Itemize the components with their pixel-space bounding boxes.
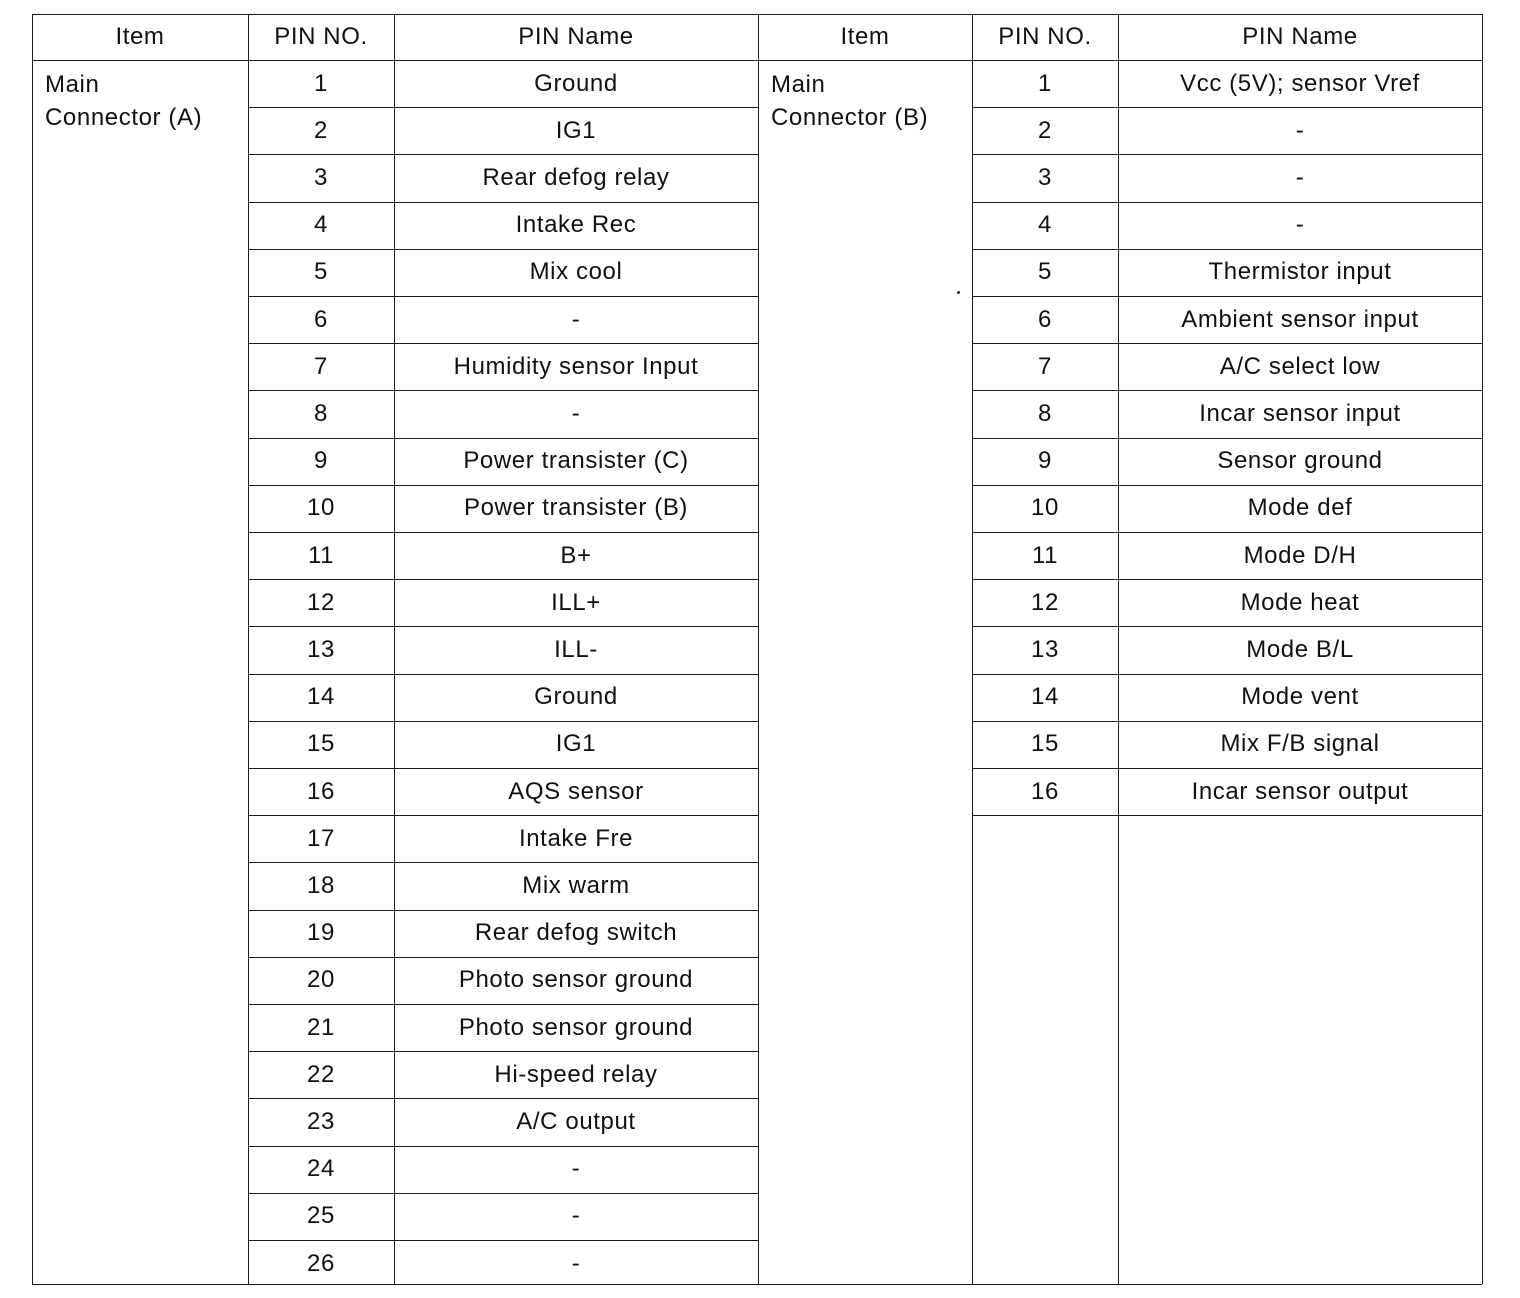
row-line-a-16 <box>248 815 758 816</box>
connector-a-pin-name-12: ILL+ <box>551 588 601 616</box>
connector-a-pin-name-19: Rear defog switch <box>474 919 678 947</box>
row-line-a-10 <box>248 532 758 533</box>
row-line-a-20 <box>248 1004 758 1005</box>
table-bottom-border <box>32 1284 1482 1285</box>
row-line-b-6 <box>972 343 1482 344</box>
connector-a-pin-name-20: Photo sensor ground <box>458 966 694 994</box>
connector-a-pin-no-10: 10 <box>307 494 335 522</box>
item-label-b <box>771 68 928 134</box>
divider-b-item-no <box>972 14 973 1284</box>
row-line-a-11 <box>248 579 758 580</box>
connector-a-pin-no-14: 14 <box>307 683 335 711</box>
connector-a-pin-name-9: Power transister (C) <box>463 447 689 475</box>
connector-a-pin-name-3: Rear defog relay <box>482 163 670 191</box>
row-line-a-12 <box>248 626 758 627</box>
connector-b-pin-no-1: 1 <box>1038 69 1052 97</box>
connector-a-pin-name-4: Intake Rec <box>515 211 637 239</box>
row-line-a-6 <box>248 343 758 344</box>
connector-b-pin-name-4: - <box>1295 211 1305 239</box>
connector-b-pin-no-3: 3 <box>1038 163 1052 191</box>
connector-b-pin-name-8: Incar sensor input <box>1199 399 1401 427</box>
connector-a-pin-no-11: 11 <box>307 541 335 569</box>
connector-b-pin-name-11: Mode D/H <box>1243 541 1357 569</box>
row-line-b-11 <box>972 579 1482 580</box>
row-line-b-7 <box>972 390 1482 391</box>
connector-a-pin-name-8: - <box>571 399 581 427</box>
header-item-a: Item <box>115 23 165 50</box>
row-line-a-23 <box>248 1146 758 1147</box>
connector-a-pin-name-5: Mix cool <box>529 258 623 286</box>
connector-a-pin-no-24: 24 <box>307 1155 335 1183</box>
connector-a-pin-name-11: B+ <box>560 541 592 569</box>
connector-a-pin-name-1: Ground <box>534 69 618 97</box>
divider-middle <box>758 14 759 1284</box>
connector-a-pin-no-17: 17 <box>307 824 335 852</box>
connector-b-pin-name-6: Ambient sensor input <box>1181 305 1419 333</box>
connector-a-pin-name-26: - <box>571 1249 581 1277</box>
divider-b-no-name <box>1118 14 1119 1284</box>
connector-a-pin-no-23: 23 <box>307 1107 335 1135</box>
connector-a-pin-no-6: 6 <box>314 305 328 333</box>
connector-b-pin-no-10: 10 <box>1031 494 1059 522</box>
connector-b-pin-no-11: 11 <box>1031 541 1059 569</box>
header-item-b: Item <box>840 23 890 50</box>
connector-a-pin-no-25: 25 <box>307 1202 335 1230</box>
item-label-a <box>45 68 202 134</box>
divider-a-item-no <box>248 14 249 1284</box>
connector-b-pin-name-3: - <box>1295 163 1305 191</box>
header-pin-name-a: PIN Name <box>518 23 634 50</box>
connector-a-pin-name-24: - <box>571 1155 581 1183</box>
row-line-a-24 <box>248 1193 758 1194</box>
row-line-b-2 <box>972 154 1482 155</box>
row-line-a-7 <box>248 390 758 391</box>
row-line-a-17 <box>248 862 758 863</box>
row-line-a-4 <box>248 249 758 250</box>
connector-b-pin-no-14: 14 <box>1031 683 1059 711</box>
connector-a-pin-no-21: 21 <box>307 1013 335 1041</box>
connector-b-pin-name-13: Mode B/L <box>1246 635 1354 663</box>
row-line-a-19 <box>248 957 758 958</box>
header-pin-no-b: PIN NO. <box>998 23 1092 50</box>
connector-a-pin-name-18: Mix warm <box>522 871 630 899</box>
connector-a-pin-name-6: - <box>571 305 581 333</box>
row-line-a-15 <box>248 768 758 769</box>
connector-b-pin-no-9: 9 <box>1038 447 1052 475</box>
connector-a-pin-name-7: Humidity sensor Input <box>453 352 699 380</box>
row-line-b-4 <box>972 249 1482 250</box>
item-label-b-line2: Connector (B) <box>771 104 929 131</box>
connector-a-pin-no-15: 15 <box>307 730 335 758</box>
connector-a-pin-name-22: Hi-speed relay <box>494 1060 658 1088</box>
row-line-a-13 <box>248 674 758 675</box>
item-label-a-line1: Main <box>45 71 100 98</box>
connector-b-pin-no-6: 6 <box>1038 305 1052 333</box>
connector-a-pin-name-17: Intake Fre <box>518 824 634 852</box>
connector-a-pin-name-16: AQS sensor <box>508 777 644 805</box>
row-line-a-8 <box>248 438 758 439</box>
row-line-b-16 <box>972 815 1482 816</box>
connector-a-pin-no-12: 12 <box>307 588 335 616</box>
row-line-a-1 <box>248 107 758 108</box>
connector-b-pin-no-8: 8 <box>1038 399 1052 427</box>
connector-b-pin-no-7: 7 <box>1038 352 1052 380</box>
connector-b-pin-no-12: 12 <box>1031 588 1059 616</box>
connector-a-pin-no-3: 3 <box>314 163 328 191</box>
connector-b-pin-no-16: 16 <box>1031 777 1059 805</box>
connector-a-pin-name-10: Power transister (B) <box>463 494 689 522</box>
connector-a-pin-no-1: 1 <box>314 69 328 97</box>
item-label-b-line1: Main <box>771 71 826 98</box>
row-line-b-8 <box>972 438 1482 439</box>
connector-b-pin-name-1: Vcc (5V); sensor Vref <box>1180 69 1420 97</box>
row-line-b-12 <box>972 626 1482 627</box>
row-line-a-5 <box>248 296 758 297</box>
connector-b-pin-no-2: 2 <box>1038 116 1052 144</box>
item-label-a-line2: Connector (A) <box>45 104 203 131</box>
connector-a-pin-name-25: - <box>571 1202 581 1230</box>
connector-a-pin-no-7: 7 <box>314 352 328 380</box>
connector-b-pin-name-5: Thermistor input <box>1208 258 1392 286</box>
header-pin-name-b: PIN Name <box>1242 23 1358 50</box>
connector-b-pin-no-5: 5 <box>1038 258 1052 286</box>
connector-a-pin-no-9: 9 <box>314 447 328 475</box>
connector-a-pin-no-2: 2 <box>314 116 328 144</box>
header-pin-no-a: PIN NO. <box>274 23 368 50</box>
row-line-a-14 <box>248 721 758 722</box>
connector-a-pin-no-8: 8 <box>314 399 328 427</box>
connector-b-pin-name-16: Incar sensor output <box>1191 777 1409 805</box>
border-left <box>32 14 33 1284</box>
header-bottom-border <box>32 60 1482 61</box>
connector-a-pin-name-2: IG1 <box>555 116 597 144</box>
row-line-a-25 <box>248 1240 758 1241</box>
connector-a-pin-name-21: Photo sensor ground <box>458 1013 694 1041</box>
row-line-a-3 <box>248 202 758 203</box>
table-top-border <box>32 14 1482 15</box>
row-line-a-22 <box>248 1098 758 1099</box>
row-line-a-2 <box>248 154 758 155</box>
border-right <box>1482 14 1483 1284</box>
row-line-b-3 <box>972 202 1482 203</box>
connector-a-pin-no-4: 4 <box>314 211 328 239</box>
connector-b-pin-name-15: Mix F/B signal <box>1220 730 1380 758</box>
connector-a-pin-no-16: 16 <box>307 777 335 805</box>
connector-a-pin-name-23: A/C output <box>516 1107 636 1135</box>
scan-speck <box>957 291 960 294</box>
connector-a-pin-name-14: Ground <box>534 683 618 711</box>
connector-a-pin-no-18: 18 <box>307 871 335 899</box>
row-line-b-5 <box>972 296 1482 297</box>
row-line-b-14 <box>972 721 1482 722</box>
connector-a-pin-name-15: IG1 <box>555 730 597 758</box>
row-line-b-15 <box>972 768 1482 769</box>
connector-b-pin-name-14: Mode vent <box>1241 683 1359 711</box>
connector-b-pin-name-10: Mode def <box>1247 494 1353 522</box>
divider-a-no-name <box>394 14 395 1284</box>
row-line-a-9 <box>248 485 758 486</box>
connector-b-pin-name-2: - <box>1295 116 1305 144</box>
connector-b-pin-no-13: 13 <box>1031 635 1059 663</box>
connector-b-pin-name-7: A/C select low <box>1219 352 1381 380</box>
connector-a-pin-no-20: 20 <box>307 966 335 994</box>
row-line-b-1 <box>972 107 1482 108</box>
connector-b-pin-no-4: 4 <box>1038 211 1052 239</box>
connector-a-pin-no-13: 13 <box>307 635 335 663</box>
row-line-b-13 <box>972 674 1482 675</box>
connector-b-pin-name-12: Mode heat <box>1240 588 1360 616</box>
row-line-b-10 <box>972 532 1482 533</box>
connector-a-pin-no-5: 5 <box>314 258 328 286</box>
row-line-a-21 <box>248 1051 758 1052</box>
connector-b-pin-no-15: 15 <box>1031 730 1059 758</box>
connector-a-pin-no-22: 22 <box>307 1060 335 1088</box>
connector-b-pin-name-9: Sensor ground <box>1217 447 1383 475</box>
connector-a-pin-no-19: 19 <box>307 919 335 947</box>
row-line-b-9 <box>972 485 1482 486</box>
connector-a-pin-no-26: 26 <box>307 1249 335 1277</box>
connector-a-pin-name-13: ILL- <box>554 635 598 663</box>
row-line-a-18 <box>248 910 758 911</box>
